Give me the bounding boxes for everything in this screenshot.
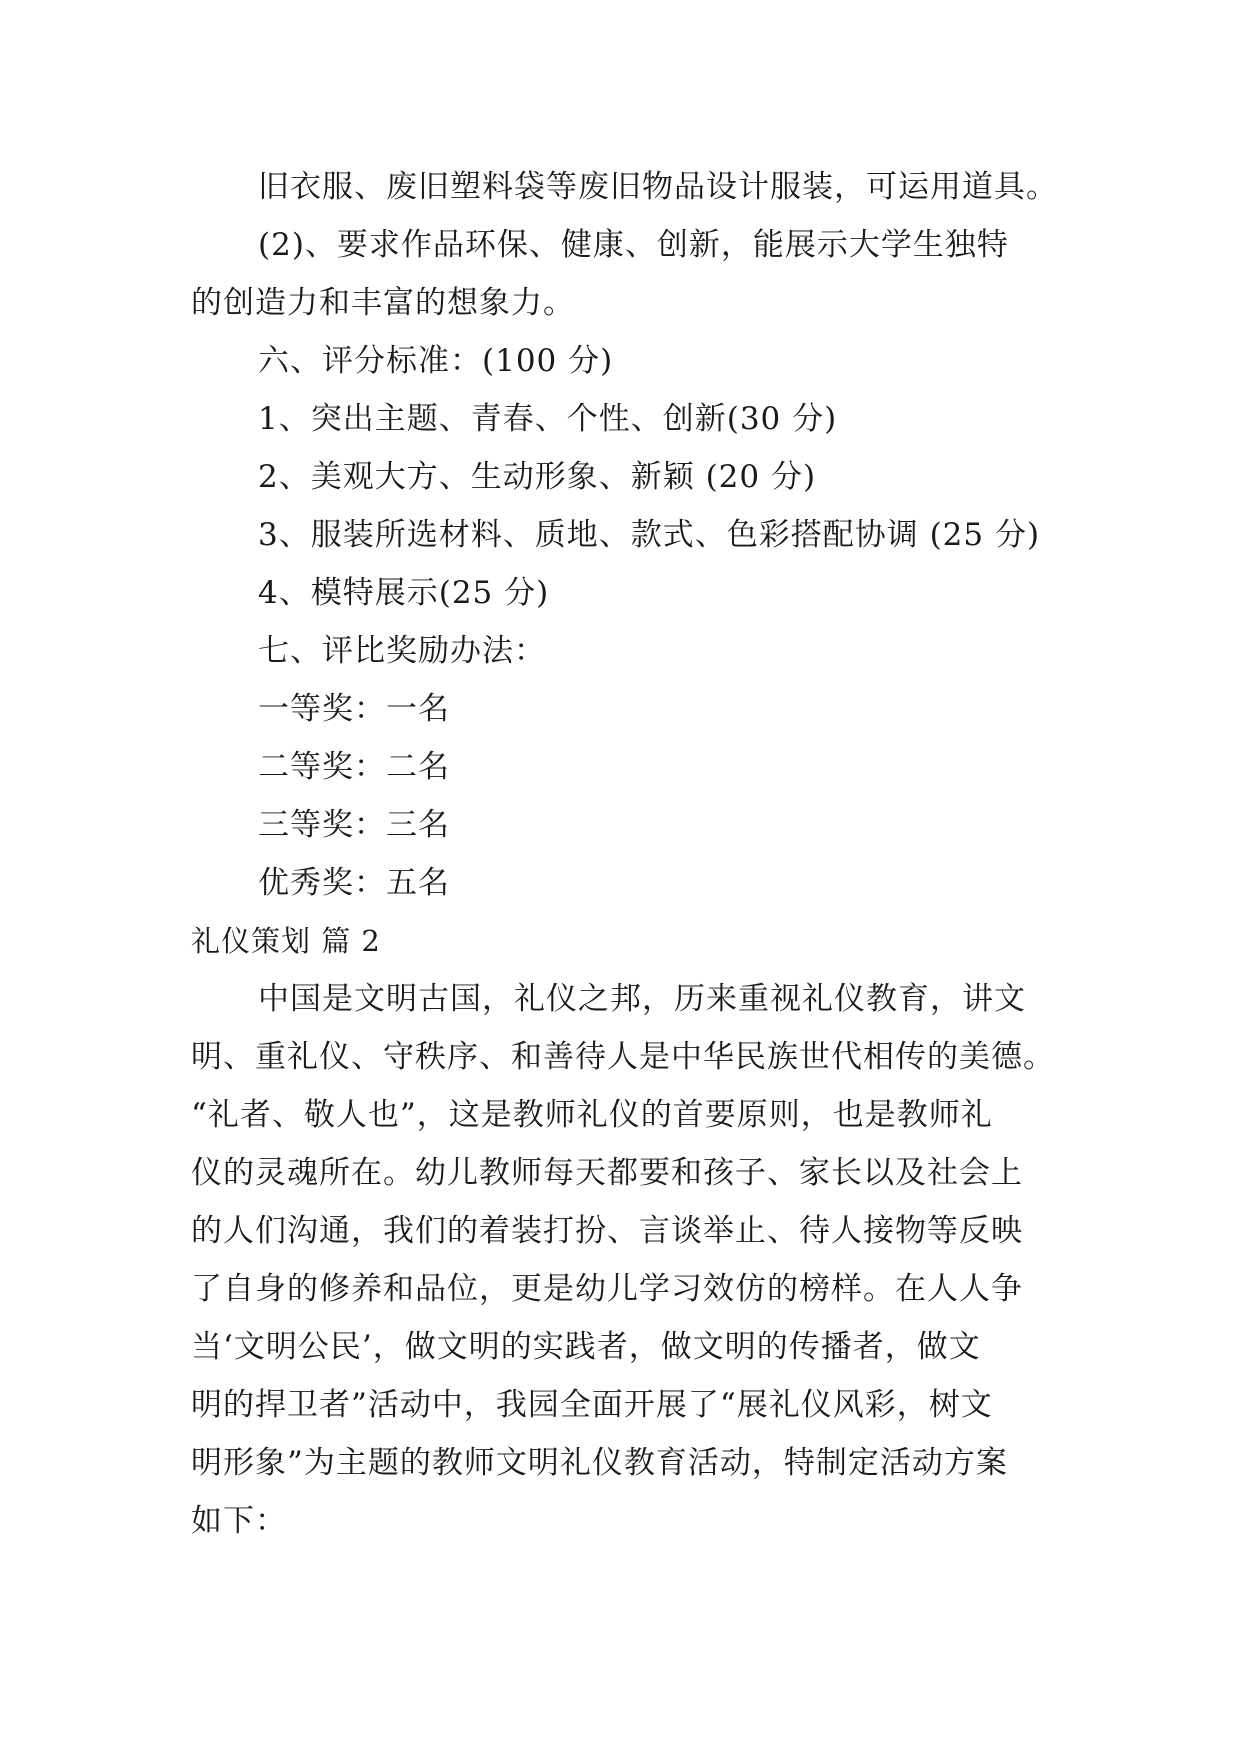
list-item: 一等奖：一名 <box>258 691 450 727</box>
list-item: 4、模特展示(25 分) <box>258 575 550 611</box>
paragraph-line: 旧衣服、废旧塑料袋等废旧物品设计服装，可运用道具。 <box>258 169 1058 205</box>
paragraph-line: 的创造力和丰富的想象力。 <box>191 285 575 321</box>
paragraph-line: 中国是文明古国，礼仪之邦，历来重视礼仪教育，讲文 <box>258 981 1026 1017</box>
list-item: 三等奖：三名 <box>258 807 450 843</box>
paragraph-line: 当‘文明公民’，做文明的实践者，做文明的传播者，做文 <box>191 1329 981 1365</box>
list-item: 3、服装所选材料、质地、款式、色彩搭配协调 (25 分) <box>258 517 1041 553</box>
article-title: 礼仪策划 篇 2 <box>191 924 381 958</box>
list-item: 1、突出主题、青春、个性、创新(30 分) <box>258 401 838 437</box>
paragraph-line: 的人们沟通，我们的着装打扮、言谈举止、待人接物等反映 <box>191 1213 1023 1249</box>
paragraph-line: “礼者、敬人也”，这是教师礼仪的首要原则，也是教师礼 <box>191 1097 993 1133</box>
paragraph-line: (2)、要求作品环保、健康、创新，能展示大学生独特 <box>258 227 1009 263</box>
paragraph-line: 明、重礼仪、守秩序、和善待人是中华民族世代相传的美德。 <box>191 1039 1055 1075</box>
list-item: 2、美观大方、生动形象、新颖 (20 分) <box>258 459 817 495</box>
paragraph-line: 如下： <box>191 1503 287 1539</box>
section-heading: 七、评比奖励办法： <box>258 633 546 669</box>
list-item: 优秀奖：五名 <box>258 865 450 901</box>
section-heading: 六、评分标准：(100 分) <box>258 343 614 379</box>
paragraph-line: 仪的灵魂所在。幼儿教师每天都要和孩子、家长以及社会上 <box>191 1155 1023 1191</box>
paragraph-line: 明形象”为主题的教师文明礼仪教育活动，特制定活动方案 <box>191 1445 1008 1481</box>
paragraph-line: 了自身的修养和品位，更是幼儿学习效仿的榜样。在人人争 <box>191 1271 1023 1307</box>
paragraph-line: 明的捍卫者”活动中，我园全面开展了“展礼仪风彩，树文 <box>191 1387 993 1423</box>
list-item: 二等奖：二名 <box>258 749 450 785</box>
